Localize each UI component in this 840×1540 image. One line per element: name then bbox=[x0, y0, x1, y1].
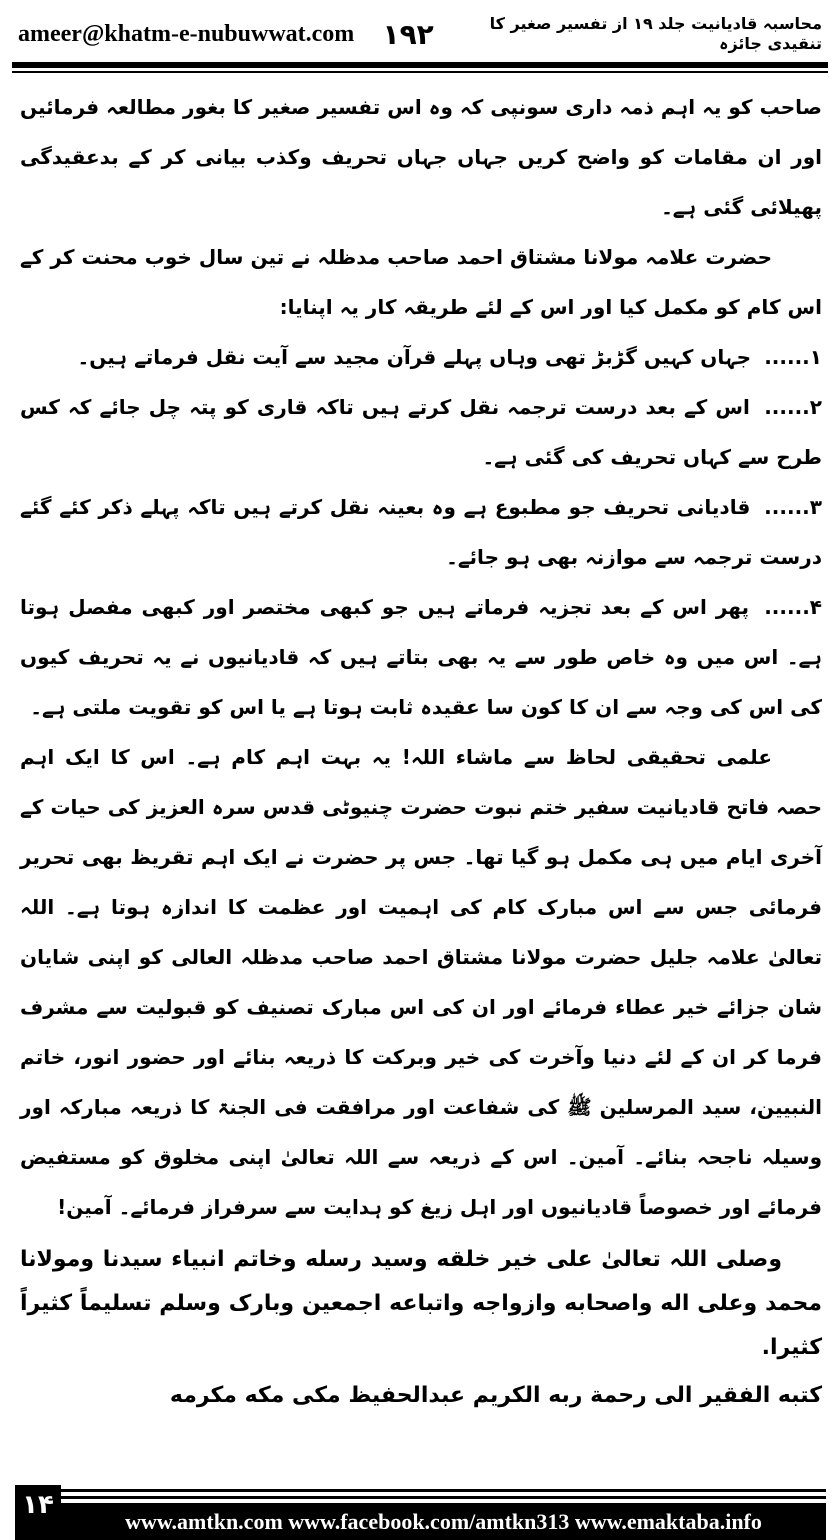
arabic-line: ومولانا محمد وعلی اله واصحابه وازواجه واتباعه اجمعین وبارک bbox=[20, 1247, 823, 1316]
body-line: مشرف فرما کر ان کے لئے دنیا وآخرت کی خیر وبرکت کا ذریعہ بنائے اور حضور انور، خاتم bbox=[20, 995, 822, 1069]
footer-rule bbox=[61, 1489, 826, 1492]
list-number: ۲...... bbox=[764, 395, 822, 419]
body-line: سے کہاں تحریف کی گئی ہے۔ bbox=[482, 445, 770, 469]
arabic-line: وسلم تسلیماً کثیراً کثیرا. bbox=[20, 1291, 822, 1360]
arabic-line: وصلی اللہ تعالیٰ علی خیر خلقه وسید رسله وخاتم انبیاء سیدنا bbox=[102, 1247, 782, 1272]
paragraph bbox=[20, 232, 822, 332]
paragraph bbox=[20, 732, 822, 1232]
body-line: النبیین، سید المرسلین ﷺ کی شفاعت اور مرافقت فی الجنۃ کا ذریعہ مبارکہ اور وسیلہ ناجحہ bbox=[20, 1095, 823, 1169]
list-text: جہاں کہیں گڑبڑ تھی وہاں پہلے قرآن مجید سے آیت نقل فرماتے ہیں۔ bbox=[77, 345, 752, 369]
body-line: کام کو مکمل کیا اور اس کے لئے طریقہ کار یہ اپنایا: bbox=[279, 295, 781, 319]
footer-links: www.amtkn.com www.facebook.com/amtkn313 www.emaktaba.info bbox=[61, 1503, 826, 1540]
list-number: ۳...... bbox=[764, 495, 822, 519]
body-line: بنائے۔ آمین۔ اس کے ذریعہ سے اللہ تعالیٰ اپنی مخلوق کو مستفیض فرمائے اور خصوصاً bbox=[20, 1145, 822, 1219]
page-header bbox=[18, 10, 822, 58]
body-line: قادیانیوں اور اہل زیغ کو ہدایت سے سرفراز فرمائے۔ آمین! bbox=[57, 1195, 633, 1219]
list-text: اس کے بعد درست ترجمہ نقل کرتے ہیں تاکہ قاری کو پتہ چل جائے کہ کس طرح bbox=[20, 395, 822, 469]
body-line: ہو گیا تھا۔ جس پر حضرت نے ایک اہم تقریظ بھی تحریر فرمائی جس سے اس مبارک کام کی اہمیت bbox=[20, 845, 822, 919]
footer-rule bbox=[61, 1496, 826, 1499]
paragraph bbox=[20, 82, 822, 232]
body-line: حضرت علامہ مولانا مشتاق احمد صاحب مدظلہ نے تین سال خوب محنت کر کے اس bbox=[20, 245, 822, 319]
list-text: قادیانی تحریف جو مطبوع ہے وہ بعینہ نقل کرتے ہیں تاکہ پہلے ذکر کئے گئے درست bbox=[20, 495, 822, 569]
header-book-title: محاسبہ قادیانیت جلد ۱۹ از تفسیر صغیر کا تنقیدی جائزہ bbox=[489, 14, 822, 53]
header-page-number: ۱۹۲ bbox=[382, 17, 434, 51]
signature-line: کتبه الفقیر الی رحمة ربه الکریم عبدالحفیظ مکی مکه مکرمه bbox=[169, 1383, 822, 1408]
list-item bbox=[20, 482, 822, 582]
body-line: اور عظمت کا اندازہ ہوتا ہے۔ اللہ تعالیٰ علامہ جلیل حضرت مولانا مشتاق احمد صاحب مدظلہ bbox=[20, 895, 823, 969]
body-line: صاحب کو یہ اہم ذمہ داری سونپی کہ وہ اس تفسیر صغیر کا بغور مطالعہ فرمائیں اور ان مقامات کو bbox=[20, 95, 822, 169]
list-item bbox=[20, 382, 822, 482]
body-line: ترجمہ سے موازنہ بھی ہو جائے۔ bbox=[446, 545, 753, 569]
body-line: علمی تحقیقی لحاظ سے ماشاء اللہ! یہ بہت اہم کام ہے۔ اس کا ایک اہم حصہ فاتح bbox=[20, 745, 822, 819]
list-number: ۱...... bbox=[764, 345, 822, 369]
header-email: ameer@khatm-e-nubuwwat.com bbox=[18, 20, 355, 47]
list-text: پھر اس کے بعد تجزیہ فرماتے ہیں جو کبھی مختصر اور کبھی مفصل ہوتا ہے۔ اس میں وہ bbox=[20, 595, 822, 669]
list-item bbox=[20, 582, 822, 732]
body-line: العالی کو اپنی شایان شان جزائے خیر عطاء فرمائے اور ان کی اس مبارک تصنیف کو قبولیت سے bbox=[20, 945, 823, 1019]
list-number: ۴...... bbox=[764, 595, 823, 619]
footer-page-number: ۱۴ bbox=[15, 1485, 61, 1540]
body-line: واضح کریں جہاں جہاں تحریف وکذب بیانی کر کے بدعقیدگی پھیلائی گئی ہے۔ bbox=[20, 145, 822, 219]
body-line: قادیانیت سفیر ختم نبوت حضرت چنیوٹی قدس سرہ العزیز کی حیات کے آخری ایام میں ہی مکمل bbox=[20, 795, 822, 869]
body-line: خاص طور سے یہ بھی بتاتے ہیں کہ قادیانیوں نے یہ تحریف کیوں کی اس کی وجہ سے ان کا کون bbox=[20, 645, 822, 719]
list-item bbox=[20, 332, 822, 382]
page-body bbox=[20, 82, 822, 1418]
body-line: سا عقیدہ ثابت ہوتا ہے یا اس کو تقویت ملتی ہے۔ bbox=[30, 695, 514, 719]
header-rule-thin bbox=[12, 71, 828, 73]
arabic-paragraph bbox=[20, 1238, 822, 1370]
header-rule-thick bbox=[12, 62, 828, 68]
